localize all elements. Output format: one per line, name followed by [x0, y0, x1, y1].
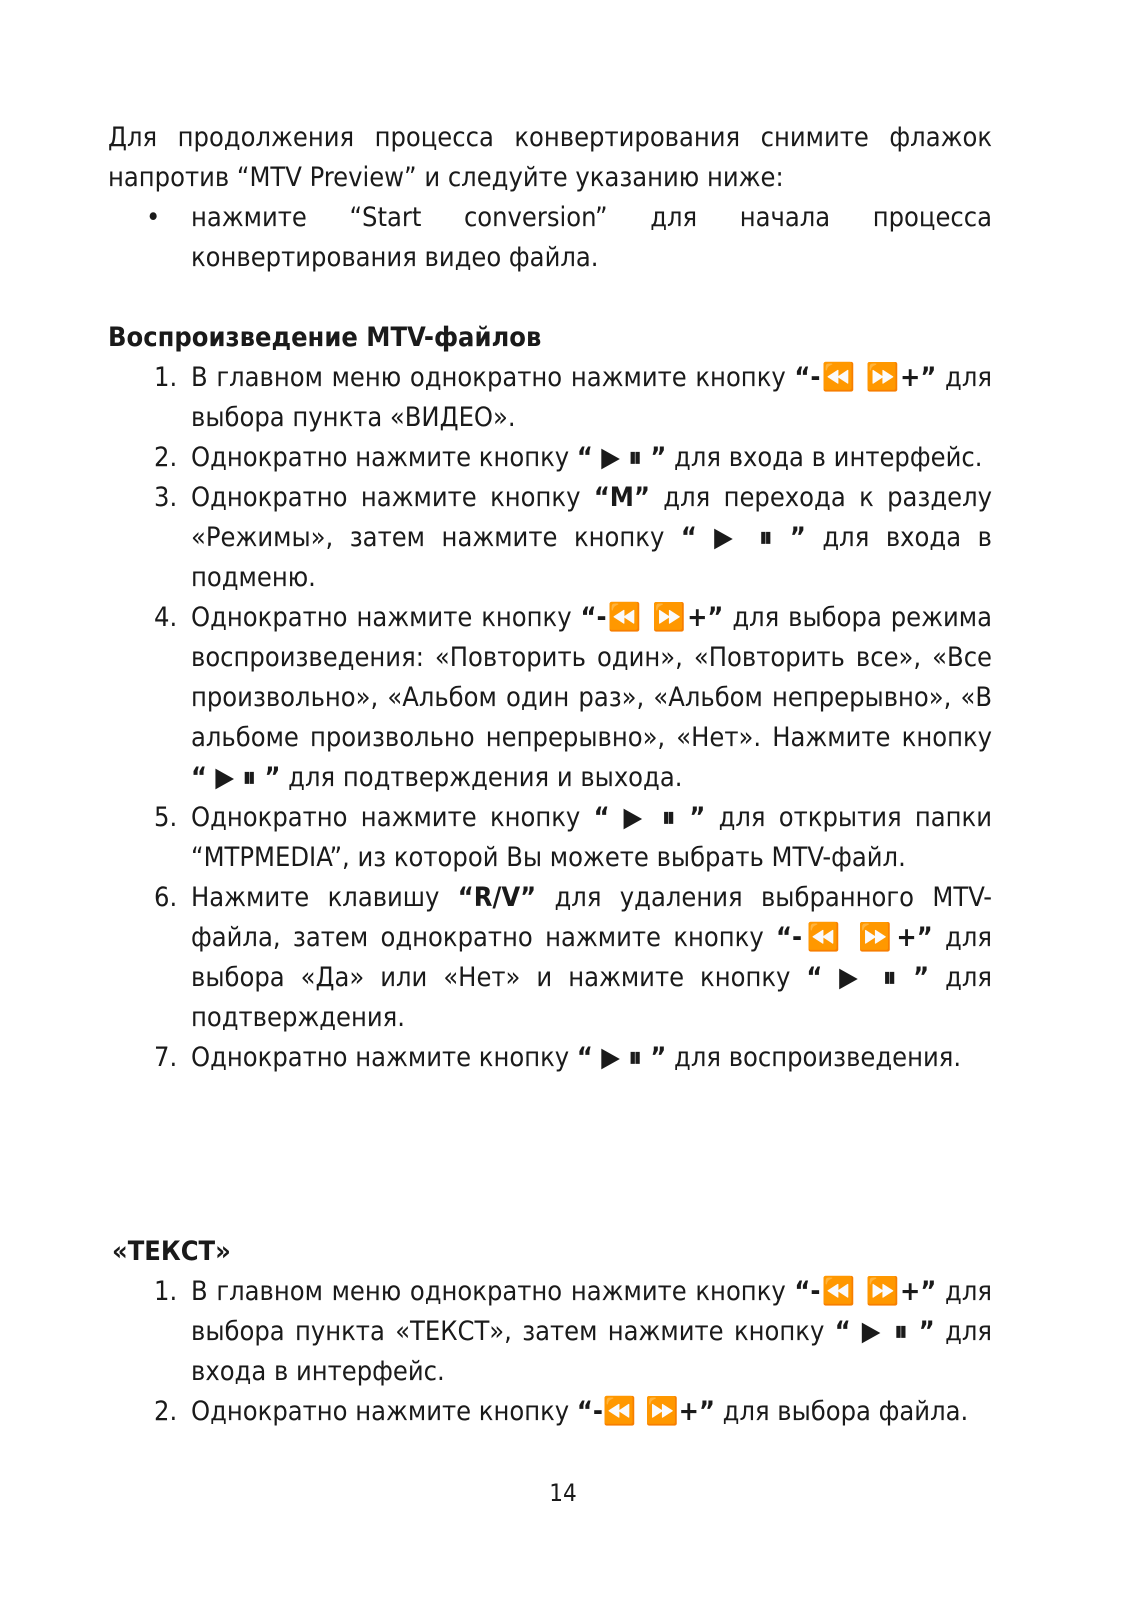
step-text: Однократно нажмите кнопку	[191, 802, 594, 833]
step-text: для входа в подменю.	[191, 522, 992, 593]
step-text: Однократно нажмите кнопку	[191, 1042, 577, 1073]
step-text: для открытия папки “MTPMEDIA”, из которой Вы можете выбрать MTV-файл.	[191, 802, 993, 873]
step-text: Однократно нажмите кнопку	[191, 442, 577, 473]
play-pause-button-label: “ ▶ ⏸ ”	[680, 522, 806, 553]
step-item	[108, 1272, 992, 1392]
step-text: для выбора режима воспроизведения: «Повторить один», «Повторить все», «Все произвольно», «Альбом один раз», «Альбом непрерывно», «В альбоме произвольно непрерывно», «Нет». Нажмите кнопку	[191, 602, 992, 753]
play-pause-button-label: “ ▶ ⏸ ”	[576, 442, 667, 473]
step-text: для перехода к разделу «Режимы», затем нажмите кнопку	[191, 482, 992, 553]
step-text: Однократно нажмите кнопку	[191, 1396, 577, 1427]
step-number: 7.	[154, 1042, 178, 1073]
step-text: для выбора пункта «ТЕКСТ», затем нажмите кнопку	[191, 1276, 992, 1347]
play-pause-button-label: “ ▶ ⏸ ”	[806, 962, 930, 993]
step-text: Однократно нажмите кнопку	[191, 482, 594, 513]
steps-list-mtv	[108, 358, 992, 1078]
step-number: 2.	[154, 442, 178, 473]
step-text: для воспроизведения.	[666, 1042, 962, 1073]
step-text: для выбора пункта «ВИДЕО».	[191, 362, 992, 433]
step-number: 2.	[154, 1396, 178, 1427]
step-number: 1.	[154, 1276, 178, 1307]
play-pause-button-label: “ ▶ ⏸ ”	[593, 802, 706, 833]
section-heading-text: «ТЕКСТ»	[112, 1236, 231, 1267]
play-pause-button-label: “ ▶ ⏸ ”	[834, 1316, 935, 1347]
step-item	[108, 478, 992, 598]
step-text: для выбора файла.	[714, 1396, 969, 1427]
step-item	[108, 438, 992, 478]
volume-button-label: “-⏪ ⏩+”	[794, 1276, 937, 1307]
step-text: Однократно нажмите кнопку	[191, 602, 581, 633]
step-text: для входа в интерфейс.	[191, 1316, 993, 1387]
step-item	[108, 1038, 992, 1078]
volume-button-label: “-⏪ ⏩+”	[580, 602, 724, 633]
bullet-item	[108, 198, 992, 278]
step-item	[108, 1392, 992, 1432]
bullet-text: нажмите “Start conversion” для начала процесса конвертирования видео файла.	[191, 202, 992, 273]
step-text: для подтверждения.	[191, 962, 992, 1033]
step-item	[108, 798, 992, 878]
bullet-icon: •	[146, 202, 161, 233]
section-heading-mtv: Воспроизведение MTV-файлов	[108, 322, 542, 353]
volume-button-label: “-⏪ ⏩+”	[576, 1396, 715, 1427]
step-number: 4.	[154, 602, 178, 633]
step-item	[108, 878, 992, 1038]
intro-paragraph: Для продолжения процесса конвертирования снимите флажок напротив “MTV Preview” и следуйте указанию ниже:	[108, 122, 992, 193]
volume-button-label: “-⏪ ⏩+”	[794, 362, 937, 393]
bullet-list	[108, 198, 992, 278]
page-number: 14	[549, 1479, 577, 1507]
step-text: для выбора «Да» или «Нет» и нажмите кнопку	[191, 922, 992, 993]
step-text: Нажмите клавишу	[191, 882, 458, 913]
step-text: В главном меню однократно нажмите кнопку	[191, 362, 795, 393]
step-text: для входа в интерфейс.	[666, 442, 983, 473]
m-button-label: “M”	[593, 482, 650, 513]
step-number: 1.	[154, 362, 178, 393]
step-number: 6.	[154, 882, 178, 913]
step-text: для подтверждения и выхода.	[280, 762, 683, 793]
play-pause-button-label: “ ▶ ⏸ ”	[576, 1042, 667, 1073]
step-item	[108, 358, 992, 438]
step-item	[108, 598, 992, 798]
rv-button-label: “R/V”	[457, 882, 537, 913]
step-number: 5.	[154, 802, 178, 833]
step-text: для удаления выбранного MTV-файла, затем однократно нажмите кнопку	[191, 882, 992, 953]
step-text: В главном меню однократно нажмите кнопку	[191, 1276, 795, 1307]
steps-list-text	[108, 1272, 992, 1432]
play-pause-button-label: “ ▶ ⏸ ”	[191, 762, 281, 793]
step-number: 3.	[154, 482, 178, 513]
volume-button-label: “-⏪ ⏩+”	[776, 922, 933, 953]
